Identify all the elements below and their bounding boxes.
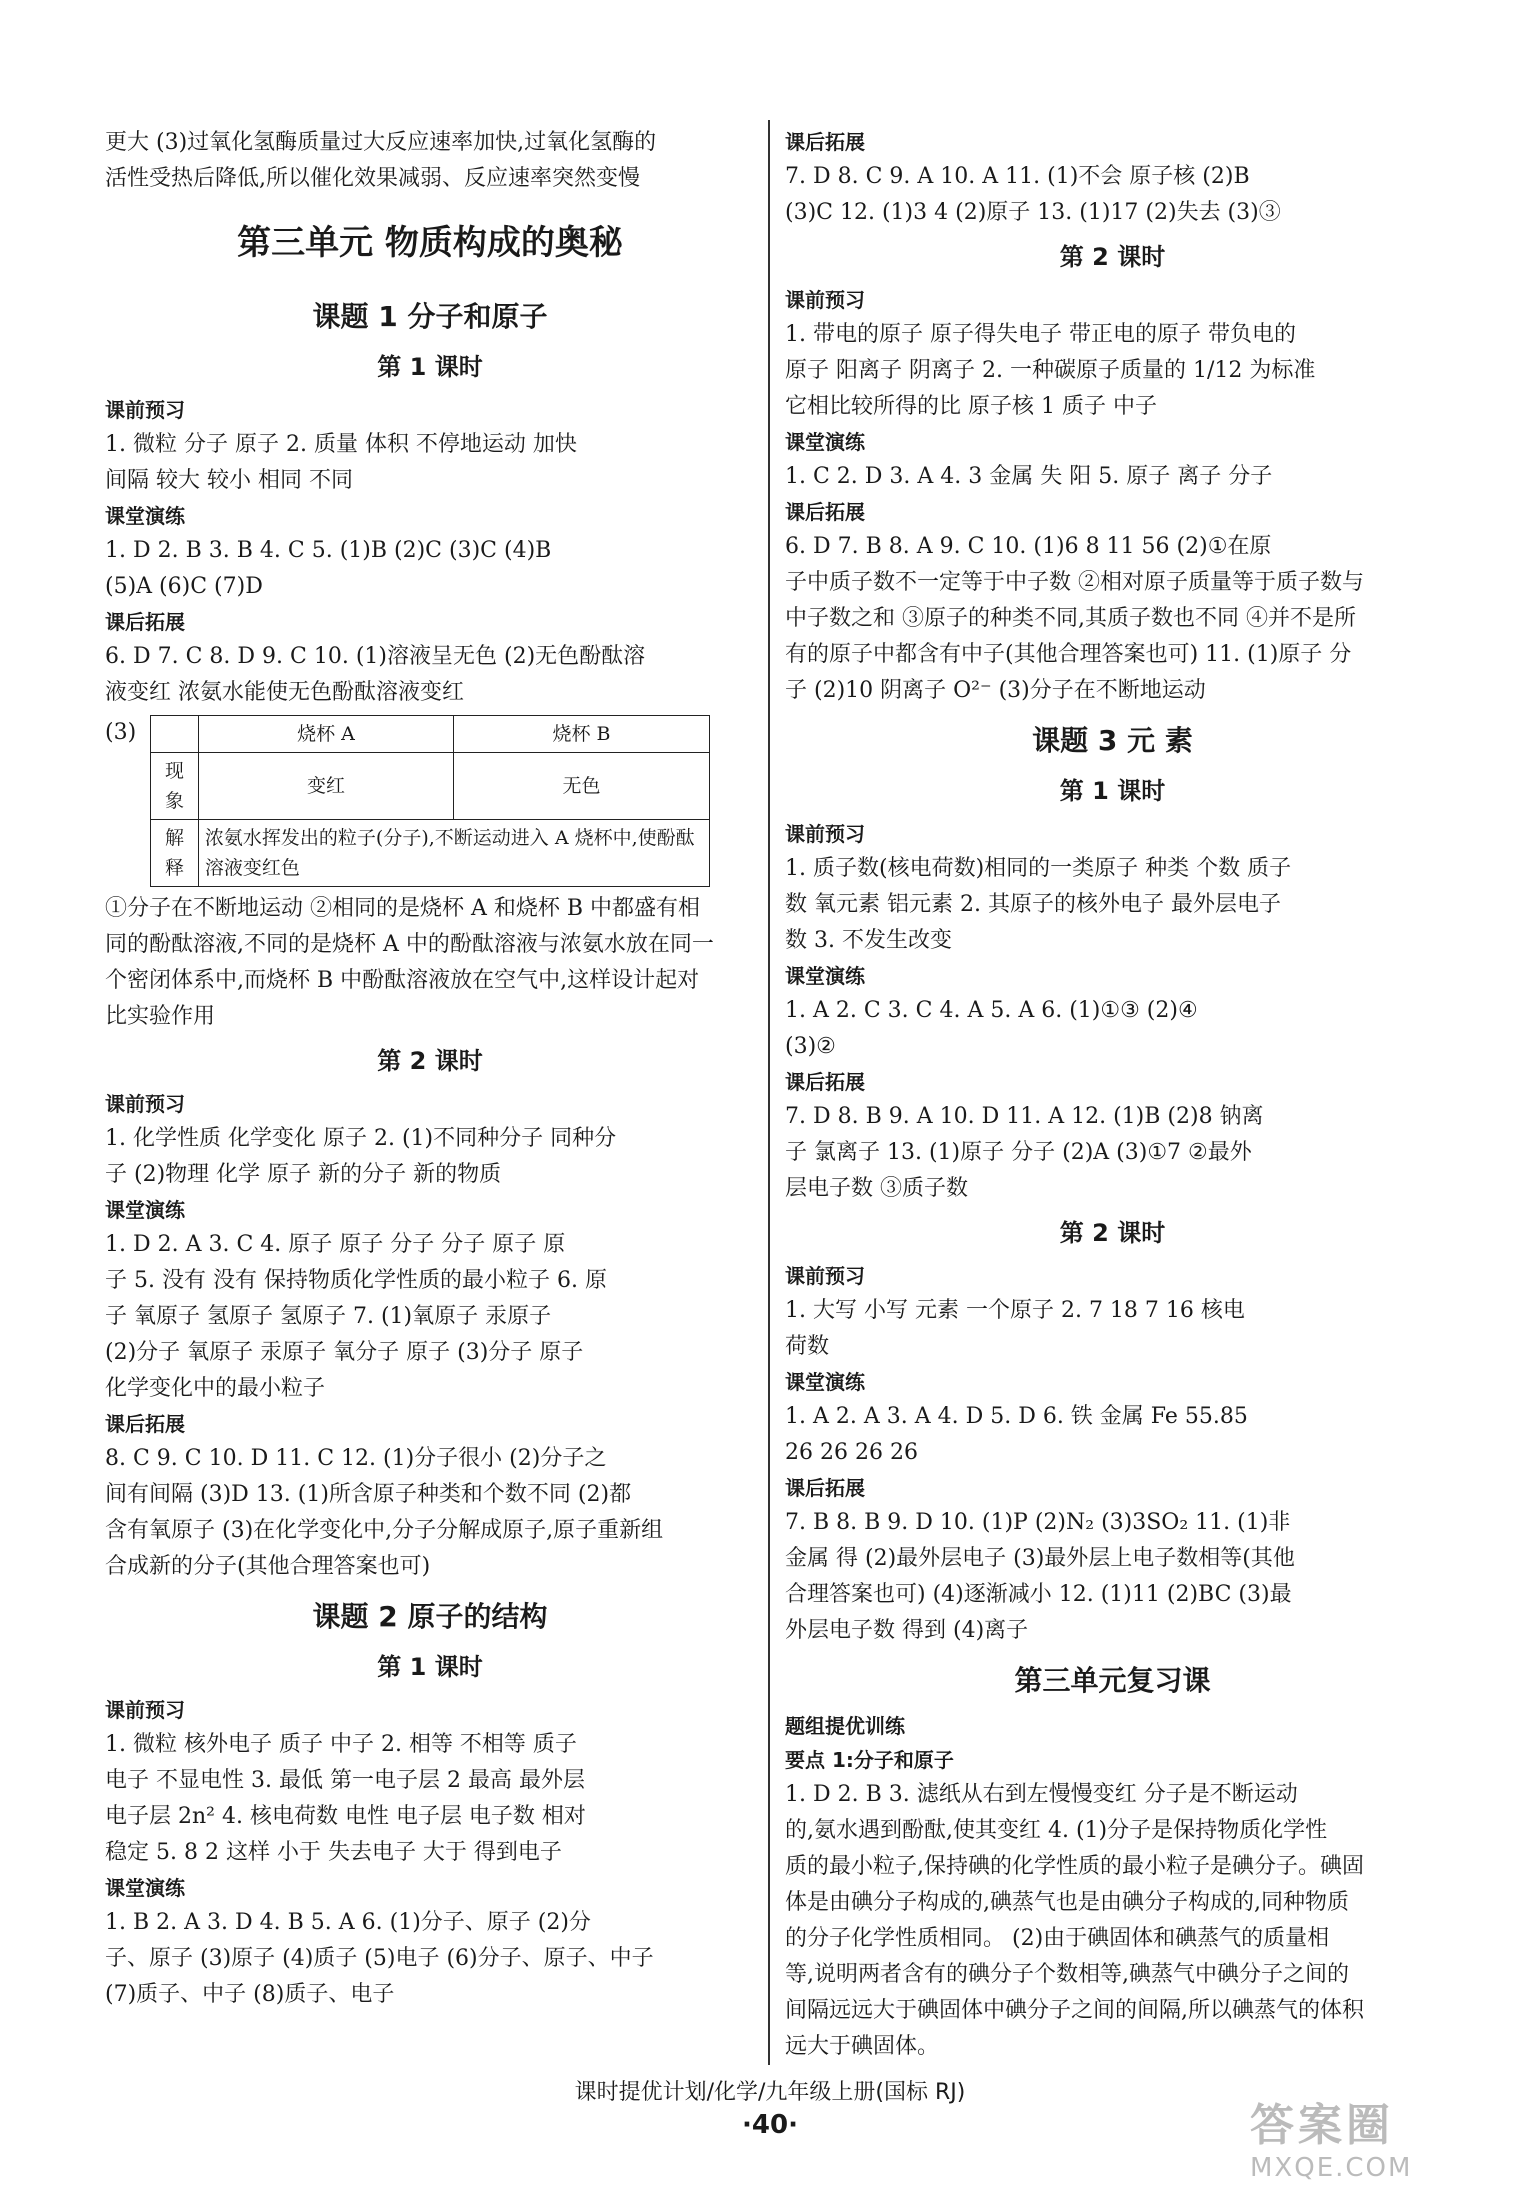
lesson-title: 第 1 课时 [1059,777,1166,805]
answer-line: 它相比较所得的比 原子核 1 质子 中子 [785,394,1157,419]
answer-line: 1. A 2. C 3. C 4. A 5. A 6. (1)①③ (2)④ [785,998,1198,1023]
answer-line: 体是由碘分子构成的,碘蒸气也是由碘分子构成的,同种物质 [785,1890,1349,1915]
section-label: 课堂演练 [785,964,865,988]
answer-line: 8. C 9. C 10. D 11. C 12. (1)分子很小 (2)分子之 [105,1446,607,1471]
answer-line: ①分子在不断地运动 ②相同的是烧杯 A 和烧杯 B 中都盛有相 [105,896,701,921]
section-label: 课后拓展 [105,1412,185,1436]
answer-line: 子 (2)10 阴离子 O²⁻ (3)分子在不断地运动 [785,678,1206,703]
answer-line: 1. D 2. B 3. B 4. C 5. (1)B (2)C (3)C (4)B [105,538,552,563]
experiment-table-block [105,715,755,887]
section-label: 课堂演练 [785,1370,865,1394]
topic-title: 课题 3 元 素 [1032,724,1193,757]
section-label: 课后拓展 [785,1070,865,1094]
answer-line: 合理答案也可) (4)逐渐减小 12. (1)11 (2)BC (3)最 [785,1582,1292,1607]
answer-line: 金属 得 (2)最外层电子 (3)最外层上电子数相等(其他 [785,1546,1295,1571]
answer-line: 1. B 2. A 3. D 4. B 5. A 6. (1)分子、原子 (2)分 [105,1910,591,1935]
answer-line: 1. 带电的原子 原子得失电子 带正电的原子 带负电的 [785,322,1296,347]
lesson-title: 第 2 课时 [1059,1219,1166,1247]
answer-line: 合成新的分子(其他合理答案也可) [105,1554,431,1579]
page-number: ·40· [742,2110,798,2140]
section-label: 课堂演练 [105,1198,185,1222]
answer-line: (5)A (6)C (7)D [105,574,263,599]
lesson-title: 第 2 课时 [1059,243,1166,271]
table-number: (3) [105,720,137,745]
footer-book-title: 课时提优计划/化学/九年级上册(国标 RJ) [574,2080,966,2105]
answer-line: 远大于碘固体。 [785,2034,940,2059]
answer-line: 1. 化学性质 化学变化 原子 2. (1)不同种分子 同种分 [105,1126,617,1151]
section-label: 课前预习 [105,398,185,422]
answer-line: 稳定 5. 8 2 这样 小于 失去电子 大于 得到电子 [105,1840,562,1865]
experiment-table [150,715,710,887]
section-label: 课前预习 [105,1698,185,1722]
section-label: 课前预习 [785,1264,865,1288]
answer-line: 数 氧元素 铝元素 2. 其原子的核外电子 最外层电子 [785,892,1281,917]
topic-title: 课题 2 原子的结构 [312,1600,548,1633]
table-header: 烧杯 A [198,716,453,753]
answer-line: 子 氧原子 氢原子 氢原子 7. (1)氧原子 汞原子 [105,1304,552,1329]
answer-line: 的分子化学性质相同。 (2)由于碘固体和碘蒸气的质量相 [785,1926,1330,1951]
section-label: 课堂演练 [105,1876,185,1900]
answer-line: 1. D 2. B 3. 滤纸从右到左慢慢变红 分子是不断运动 [785,1782,1298,1807]
answer-line: 1. 微粒 核外电子 质子 中子 2. 相等 不相等 质子 [105,1732,577,1757]
answer-line: 化学变化中的最小粒子 [105,1376,326,1401]
right-column [785,125,1440,2065]
section-label: 课后拓展 [785,130,865,154]
section-label: 课后拓展 [105,610,185,634]
lesson-title: 第 2 课时 [377,1047,483,1075]
section-label: 要点 1:分子和原子 [785,1748,954,1772]
answer-line: 原子 阳离子 阴离子 2. 一种碳原子质量的 1/12 为标准 [785,358,1316,383]
answer-line: 数 3. 不发生改变 [785,928,952,953]
table-corner [151,716,199,753]
answer-line: (7)质子、中子 (8)质子、电子 [105,1982,395,2007]
answer-line: 1. D 2. A 3. C 4. 原子 原子 分子 分子 原子 原 [105,1232,566,1257]
section-label: 题组提优训练 [785,1714,905,1738]
table-cell: 无色 [454,753,710,820]
answer-line: 中子数之和 ③原子的种类不同,其质子数也不同 ④并不是所 [785,606,1356,631]
left-column [105,125,755,2013]
answer-line: 子、原子 (3)原子 (4)质子 (5)电子 (6)分子、原子、中子 [105,1946,654,1971]
answer-line: 比实验作用 [105,1004,216,1029]
table-row-label: 现象 [151,753,199,820]
answer-line: 等,说明两者含有的碘分子个数相等,碘蒸气中碘分子之间的 [785,1962,1349,1987]
answer-line: 更大 (3)过氧化氢酶质量过大反应速率加快,过氧化氢酶的 [105,130,657,155]
answer-line: 1. A 2. A 3. A 4. D 5. D 6. 铁 金属 Fe 55.85 [785,1404,1248,1429]
answer-line: 电子层 2n² 4. 核电荷数 电性 电子层 电子数 相对 [105,1804,586,1829]
answer-line: 间隔远远大于碘固体中碘分子之间的间隔,所以碘蒸气的体积 [785,1998,1364,2023]
answer-line: 子中质子数不一定等于中子数 ②相对原子质量等于质子数与 [785,570,1364,595]
answer-line: 1. 微粒 分子 原子 2. 质量 体积 不停地运动 加快 [105,432,577,457]
answer-line: 26 26 26 26 [785,1440,918,1465]
answer-line: 子 (2)物理 化学 原子 新的分子 新的物质 [105,1162,502,1187]
answer-line: 1. C 2. D 3. A 4. 3 金属 失 阳 5. 原子 离子 分子 [785,464,1273,489]
watermark-url: MXQE.COM [1250,2153,1413,2183]
table-row-label: 解释 [151,820,199,887]
section-label: 课后拓展 [785,1476,865,1500]
answer-line: 7. D 8. B 9. A 10. D 11. A 12. (1)B (2)8 钠离 [785,1104,1264,1129]
answer-line: 间隔 较大 较小 相同 不同 [105,468,353,493]
topic-title: 课题 1 分子和原子 [312,300,548,333]
answer-line: (3)C 12. (1)3 4 (2)原子 13. (1)17 (2)失去 (3)③ [785,200,1281,225]
answer-line: 质的最小粒子,保持碘的化学性质的最小粒子是碘分子。碘固 [785,1854,1364,1879]
answer-line: (3)② [785,1034,836,1059]
section-label: 课前预习 [785,822,865,846]
answer-line: 电子 不显电性 3. 最低 第一电子层 2 最高 最外层 [105,1768,585,1793]
answer-line: 6. D 7. C 8. D 9. C 10. (1)溶液呈无色 (2)无色酚酞溶 [105,644,646,669]
answer-line: 间有间隔 (3)D 13. (1)所含原子种类和个数不同 (2)都 [105,1482,632,1507]
section-label: 课堂演练 [785,430,865,454]
answer-line: 液变红 浓氨水能使无色酚酞溶液变红 [105,680,464,705]
answer-line: 1. 大写 小写 元素 一个原子 2. 7 18 7 16 核电 [785,1298,1245,1323]
answer-line: 的,氨水遇到酚酞,使其变红 4. (1)分子是保持物质化学性 [785,1818,1328,1843]
answer-line: 子 氯离子 13. (1)原子 分子 (2)A (3)①7 ②最外 [785,1140,1252,1165]
answer-line: 子 5. 没有 没有 保持物质化学性质的最小粒子 6. 原 [105,1268,607,1293]
section-label: 课堂演练 [105,504,185,528]
answer-line: 层电子数 ③质子数 [785,1176,968,1201]
table-cell: 浓氨水挥发出的粒子(分子),不断运动进入 A 烧杯中,使酚酞溶液变红色 [198,820,709,887]
answer-line: 外层电子数 得到 (4)离子 [785,1618,1029,1643]
answer-line: 1. 质子数(核电荷数)相同的一类原子 种类 个数 质子 [785,856,1292,881]
unit-title: 第三单元 物质构成的奥秘 [237,223,623,263]
section-label: 课前预习 [785,288,865,312]
lesson-title: 第 1 课时 [377,353,483,381]
table-cell: 变红 [198,753,453,820]
answer-line: 个密闭体系中,而烧杯 B 中酚酞溶液放在空气中,这样设计起对 [105,968,700,993]
section-label: 课前预习 [105,1092,185,1116]
answer-line: (2)分子 氧原子 汞原子 氧分子 原子 (3)分子 原子 [105,1340,584,1365]
answer-line: 7. B 8. B 9. D 10. (1)P (2)N₂ (3)3SO₂ 11. (1)非 [785,1510,1291,1535]
answer-line: 有的原子中都含有中子(其他合理答案也可) 11. (1)原子 分 [785,642,1352,667]
answer-line: 活性受热后降低,所以催化效果减弱、反应速率突然变慢 [105,166,640,191]
answer-line: 荷数 [785,1334,830,1359]
table-header: 烧杯 B [454,716,710,753]
answer-line: 同的酚酞溶液,不同的是烧杯 A 中的酚酞溶液与浓氨水放在同一 [105,932,714,957]
watermark-logo [1250,2089,1500,2189]
answer-line: 7. D 8. C 9. A 10. A 11. (1)不会 原子核 (2)B [785,164,1250,189]
watermark-text: 答案圈 [1250,2100,1394,2151]
lesson-title: 第 1 课时 [377,1653,483,1681]
answer-line: 含有氧原子 (3)在化学变化中,分子分解成原子,原子重新组 [105,1518,664,1543]
section-label: 课后拓展 [785,500,865,524]
answer-line: 6. D 7. B 8. A 9. C 10. (1)6 8 11 56 (2)①在原 [785,534,1272,559]
column-divider [768,120,770,2065]
topic-title: 第三单元复习课 [1014,1664,1211,1697]
